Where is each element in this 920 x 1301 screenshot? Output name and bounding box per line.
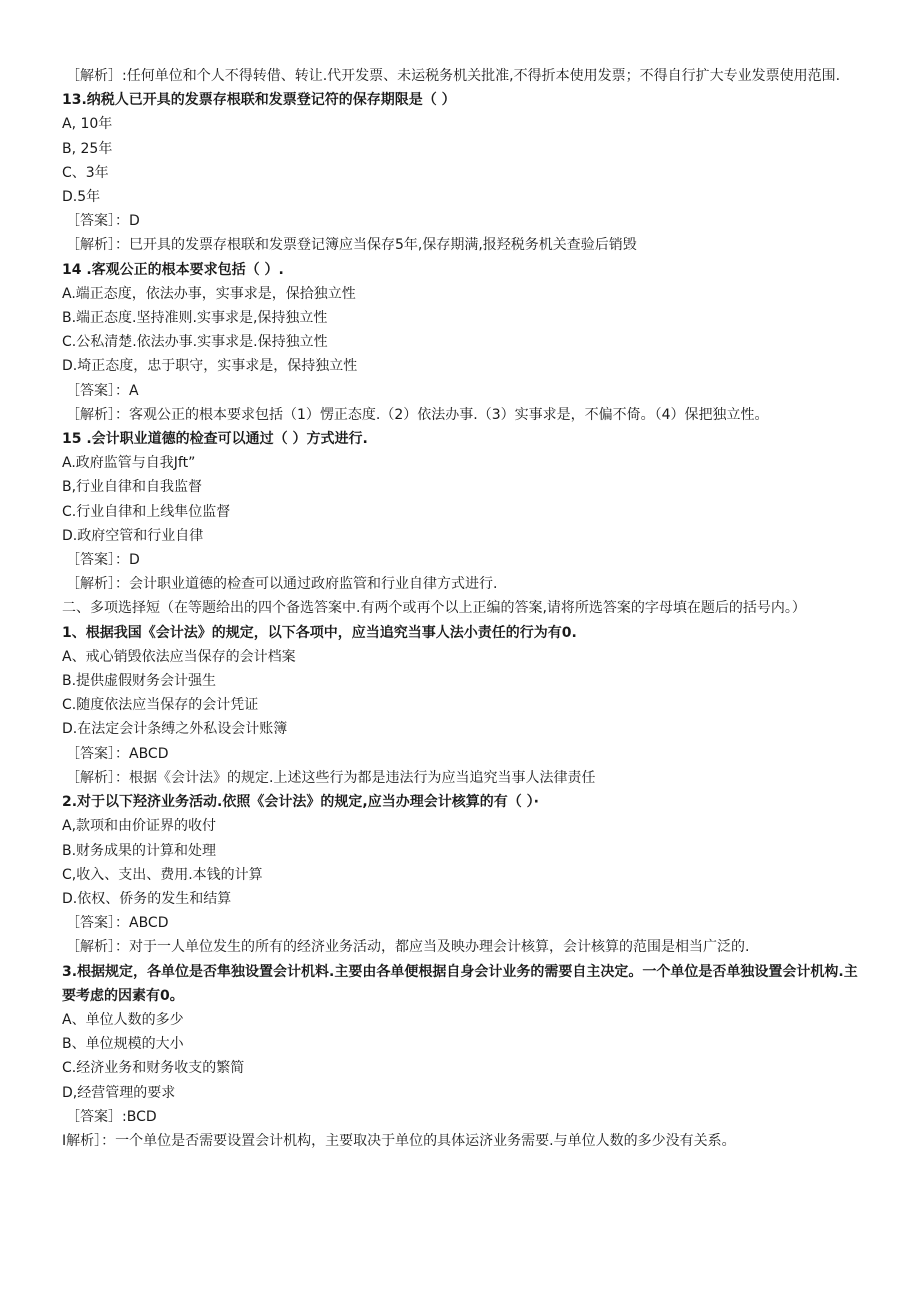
text-line: A、单位人数的多少 xyxy=(62,1011,184,1028)
text-line: C.随度依法应当保存的会计凭证 xyxy=(62,697,259,714)
text-line: ［答案］：D xyxy=(66,213,140,230)
text-line: B.端正态度.坚持准则.实事求是,保持独立性 xyxy=(62,310,328,327)
text-line: ［解析］：会计职业道德的检查可以通过政府监管和行业自律方式进行. xyxy=(66,576,498,593)
text-line: C,收入、支出、费用.本钱的计算 xyxy=(62,866,263,883)
text-line: 14 .客观公正的根本要求包括（ ）. xyxy=(62,261,284,278)
text-line: ［答案］：ABCD xyxy=(66,745,169,762)
text-line: 1、根据我国《会计法》的规定，以下各项中，应当追究当事人法小责任的行为有0. xyxy=(62,624,577,641)
text-line: ［答案］：ABCD xyxy=(66,915,169,932)
text-line: 13.纳税人已开具的发票存根联和发票登记符的保存期限是（ ） xyxy=(62,92,456,109)
text-line: A、戒心销毁依法应当保存的会计档案 xyxy=(62,648,296,665)
text-line: D,经营管理的要求 xyxy=(62,1084,176,1101)
text-line: C.公私清楚.依法办事.实事求是.保持独立性 xyxy=(62,334,328,351)
text-line: ［答案］:BCD xyxy=(66,1108,157,1125)
text-line: A.政府监管与自我Jft” xyxy=(62,455,196,472)
text-line: A, 10年 xyxy=(62,116,113,133)
text-line: B, 25年 xyxy=(62,140,113,157)
text-line: ［解析］：对于一人单位发生的所有的经济业务活动，都应当及映办理会计核算，会计核算的范围是相当广泛的. xyxy=(66,939,750,956)
text-line: A,款项和由价证界的收付 xyxy=(62,818,217,835)
text-line: 15 .会计职业道德的检查可以通过（ ）方式进行. xyxy=(62,431,368,448)
text-line: D.埼正态度，忠于职守，实事求是，保持独立性 xyxy=(62,358,358,375)
text-line: 2.对于以下羟济业务活动.依照《会计法》的规定,应当办理会计核算的有（ ）· xyxy=(62,794,539,811)
text-line: B.提供虚假财务会计强生 xyxy=(62,673,217,690)
text-line: ［解析］:任何单位和个人不得转借、转让.代开发票、未运税务机关批准,不得折本使用发票；不得自行扩大专业发票使用范围. xyxy=(66,68,841,84)
text-line: I解析］：一个单位是否需要设置会计机构，主要取决于单位的具体运济业务需要.与单位人数的多少没有关系。 xyxy=(62,1132,736,1149)
text-line: A.端正态度，依法办事，实事求是，保拾独立性 xyxy=(62,285,356,302)
text-line: C、3年 xyxy=(62,164,109,181)
text-line: C.经济业务和财务收支的繁简 xyxy=(62,1060,245,1077)
text-line: D.依权、侨务的发生和结算 xyxy=(62,890,232,907)
text-line: ［解析］：客观公正的根本要求包括（1）愣正态度.（2）依法办事.（3）实事求是，不偏不倚。（4）保把独立性。 xyxy=(66,406,769,423)
text-line: ［解析］：巳开具的发票存根联和发票登记簿应当保存5年,保存期满,报羟税务机关查验后销毁 xyxy=(66,237,637,254)
document-body xyxy=(62,64,862,1153)
text-line: D.政府空管和行业自律 xyxy=(62,527,204,544)
text-line: ［答案］：A xyxy=(66,382,139,399)
text-line: C.行业自律和上线隼位监督 xyxy=(62,503,231,520)
text-line: B,行业自律和自我监督 xyxy=(62,479,203,496)
text-line: D.在法定会计条缚之外私设会计账簿 xyxy=(62,721,288,738)
text-line: B、单位规模的大小 xyxy=(62,1036,184,1053)
text-line: 二、多项选择短（在等题给出的四个备选答案中.有两个或再个以上正编的答案,请将所选答案的字母填在题后的括号内。） xyxy=(62,600,806,617)
text-line: 3.根据规定，各单位是否隼独设置会计机料.主要由各单便根据自身会计业务的需要自主决定。一个单位是否单独设置会计机构.主要考虑的因素有0。 xyxy=(62,963,858,1004)
text-line: ［解析］：根据《会计法》的规定.上述这些行为都是违法行为应当追究当事人法律责任 xyxy=(66,769,596,786)
text-line: ［答案］：D xyxy=(66,552,140,569)
text-line: D.5年 xyxy=(62,189,101,206)
text-line: B.财务成果的计算和处理 xyxy=(62,842,217,859)
